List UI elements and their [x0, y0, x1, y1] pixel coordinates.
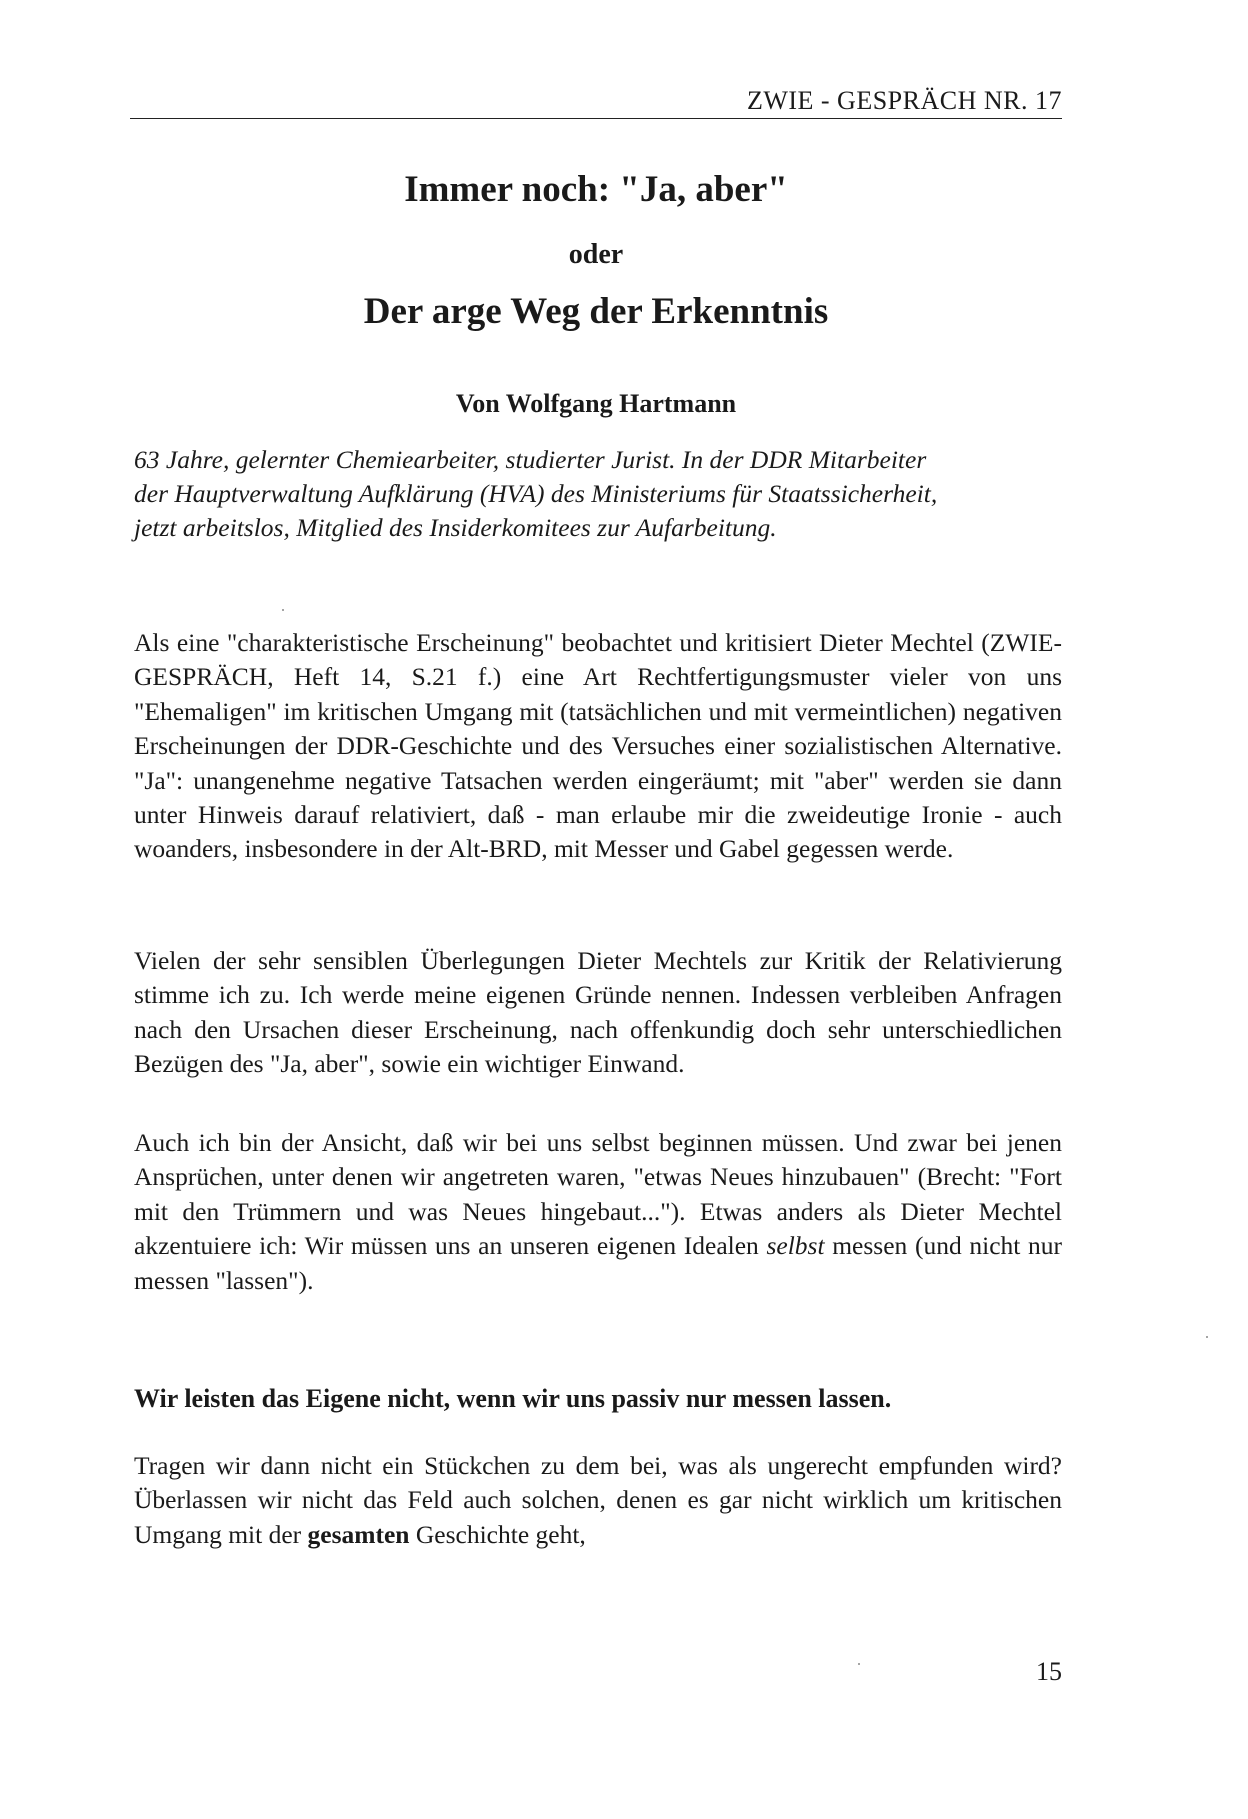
author-bio: 63 Jahre, gelernter Chemiearbeiter, studierter Jurist. In der DDR Mitarbeiter der Hauptverwaltung Aufklärung (HVA) des Ministeriums für Staatssicherheit, jetzt arbeitslos, Mitglied des Insiderkomitees zur Aufarbeitung. — [134, 445, 938, 542]
page-number: 15 — [1036, 1657, 1062, 1686]
body-paragraph — [134, 1126, 1062, 1298]
scan-speck — [858, 1663, 860, 1665]
paragraph-text: Geschichte geht, — [409, 1519, 586, 1549]
body-paragraph: Vielen der sehr sensiblen Überlegungen Dieter Mechtels zur Kritik der Relativierung stimme ich zu. Ich werde meine eigenen Gründe nennen. Indessen verbleiben Anfragen nach den Ursachen dieser Erscheinung, nach offenkundig doch sehr unterschiedlichen Bezügen des "Ja, aber", sowie ein wichtiger Einwand. — [134, 946, 1062, 1079]
scan-speck — [282, 609, 284, 611]
title-connector: oder — [568, 239, 624, 270]
author-byline: Von Wolfgang Hartmann — [455, 389, 737, 418]
body-paragraph: Als eine "charakteristische Erscheinung" beobachtet und kritisiert Dieter Mechtel (ZWIE-GESPRÄCH, Heft 14, S.21 f.) eine Art Rechtfertigungsmuster vieler von uns "Ehemaligen" im kritischen Umgang mit (tatsächlichen und mit vermeintlichen) negativen Erscheinungen der DDR-Geschichte und des Versuches einer sozialistischen Alternative. "Ja": unangenehme negative Tatsachen werden eingeräumt; mit "aber" werden sie dann unter Hinweis darauf relativiert, daß - man erlaube mir die zweideutige Ironie - auch woanders, insbesondere in der Alt-BRD, mit Messer und Gabel gegessen werde. — [134, 628, 1062, 864]
paragraph-text: messen (und nicht nur messen "lassen"). — [134, 1231, 1062, 1295]
scan-speck — [1206, 1336, 1208, 1338]
paragraph-text: Tragen wir dann nicht ein Stückchen zu dem bei, was als ungerecht empfunden wird? Überlassen wir nicht das Feld auch solchen, denen es gar nicht wirklich um kritischen Umgang mit der — [134, 1451, 1062, 1549]
section-heading: Wir leisten das Eigene nicht, wenn wir uns passiv nur messen lassen. — [134, 1384, 892, 1413]
emphasis-text: selbst — [766, 1231, 825, 1261]
bold-text: gesamten — [307, 1519, 410, 1549]
paragraph-text: Auch ich bin der Ansicht, daß wir bei uns selbst beginnen müssen. Und zwar bei jenen Ansprüchen, unter denen wir angetreten waren, "etwas Neues hinzubauen" (Brecht: "Fort mit den Trümmern und was Neues hingebaut..."). Etwas anders als Dieter Mechtel akzentuiere ich: Wir müssen uns an unseren eigenen Idealen — [134, 1128, 1062, 1261]
article-title: Immer noch: "Ja, aber" — [404, 169, 788, 210]
article-subtitle: Der arge Weg der Erkenntnis — [363, 291, 829, 332]
header-rule — [130, 118, 1062, 119]
running-head: ZWIE - GESPRÄCH NR. 17 — [746, 86, 1062, 115]
body-paragraph — [134, 1449, 1062, 1552]
